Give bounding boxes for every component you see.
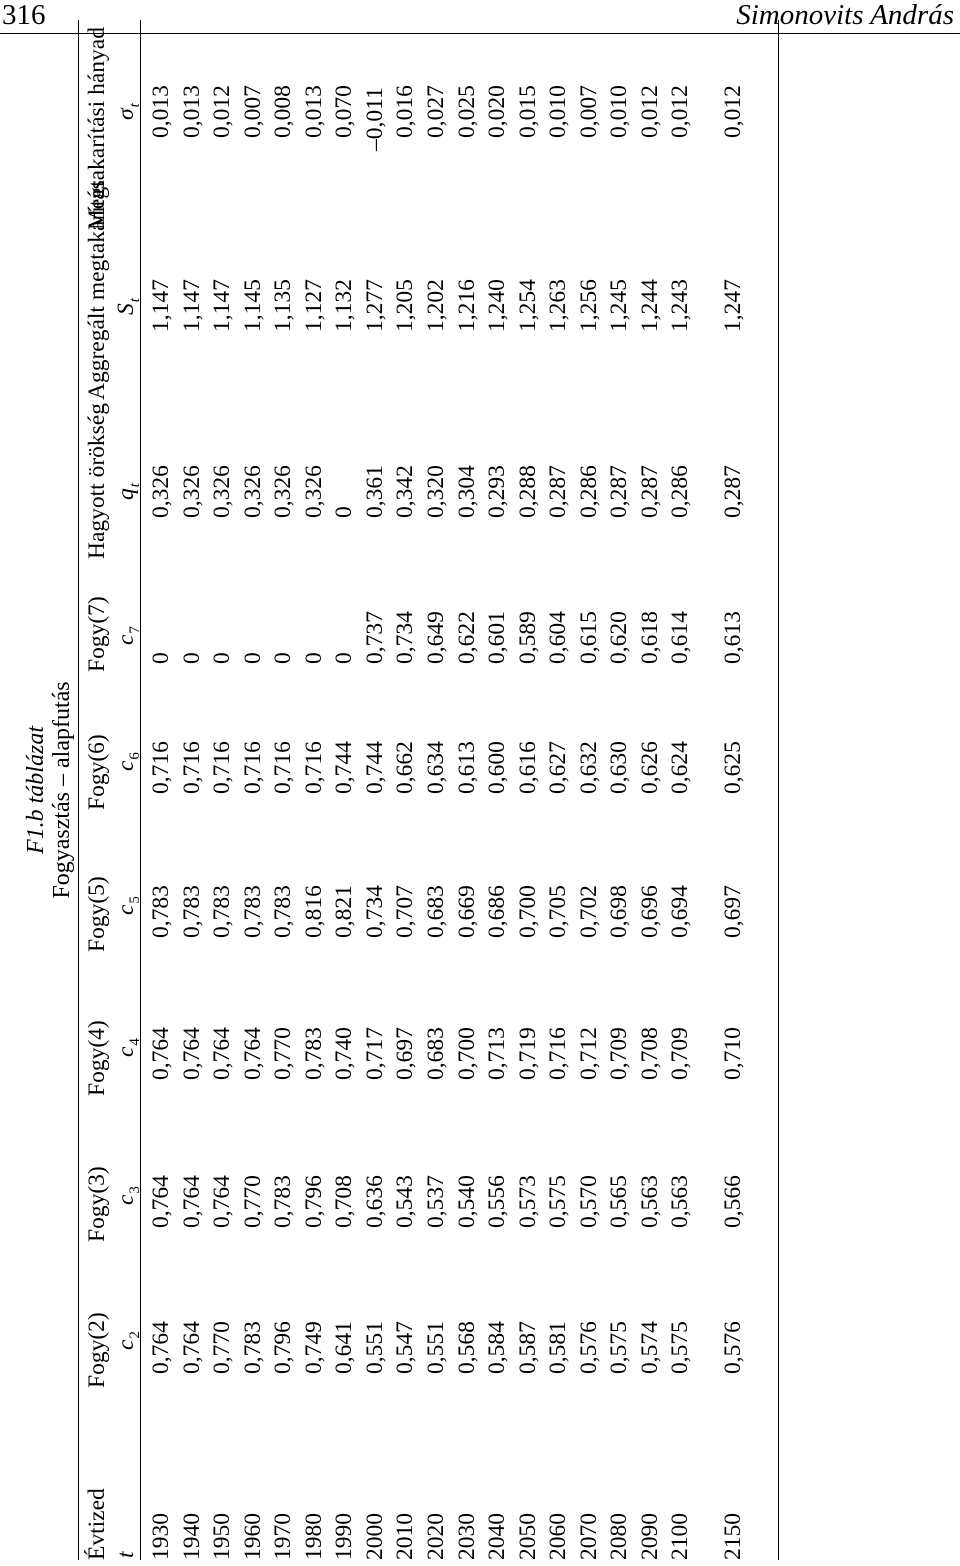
table-cell: 0,716 bbox=[148, 741, 174, 794]
table-cell: 2000 bbox=[361, 1513, 388, 1560]
table-cell: 0,576 bbox=[575, 1321, 602, 1374]
table-cell: –0,011 bbox=[361, 87, 388, 151]
table-cell: 2010 bbox=[392, 1513, 419, 1560]
table-cell: 0,010 bbox=[545, 85, 572, 138]
table-cell: 0 bbox=[300, 652, 327, 664]
header-symbol: $q_t$ bbox=[113, 483, 143, 500]
table-cell: 1,245 bbox=[606, 279, 633, 332]
table-cell: 0,010 bbox=[606, 85, 633, 138]
table-row bbox=[268, 20, 298, 1560]
table-cell: 0,551 bbox=[422, 1321, 449, 1374]
table-cell: 0,764 bbox=[209, 1175, 236, 1228]
table-cell: 0,574 bbox=[636, 1321, 663, 1374]
table-cell: 0,796 bbox=[270, 1321, 297, 1374]
table-cell: 0,764 bbox=[148, 1321, 174, 1374]
table-cell: 0,625 bbox=[719, 741, 746, 794]
table-cell: 0,740 bbox=[331, 1027, 358, 1080]
table-cell: 1,132 bbox=[331, 279, 358, 332]
table-cell: 1,254 bbox=[514, 279, 541, 332]
header-label: Fogy(4) bbox=[84, 1020, 110, 1096]
table-cell: 2060 bbox=[545, 1513, 572, 1560]
header-symbol: $c_5$ bbox=[113, 896, 143, 915]
table-cell: 0,576 bbox=[719, 1321, 746, 1374]
table-cell: 0,744 bbox=[331, 741, 358, 794]
table-cell: 0,764 bbox=[178, 1027, 205, 1080]
author-name: Simonovits András bbox=[736, 0, 954, 31]
table-row bbox=[635, 20, 665, 1560]
table-title: F1.b táblázat bbox=[23, 726, 49, 855]
table-cell: 2050 bbox=[514, 1513, 541, 1560]
header-label: Fogy(7) bbox=[84, 596, 110, 672]
table-cell: 0 bbox=[178, 652, 205, 664]
table-cell: 0 bbox=[239, 652, 266, 664]
table-cell: 0,326 bbox=[209, 465, 236, 518]
table-cell: 0,783 bbox=[209, 885, 236, 938]
table-cell: 1,145 bbox=[239, 279, 266, 332]
table-row bbox=[360, 20, 390, 1560]
table-cell: 1,135 bbox=[270, 279, 297, 332]
table-cell: 0,326 bbox=[300, 465, 327, 518]
table-cell: 1,244 bbox=[636, 279, 663, 332]
table-cell: 0,361 bbox=[361, 465, 388, 518]
table-cell: 2040 bbox=[484, 1513, 511, 1560]
table-cell: 0,565 bbox=[606, 1175, 633, 1228]
table-cell: 0,764 bbox=[148, 1027, 174, 1080]
table-cell: 0,783 bbox=[178, 885, 205, 938]
table-cell: 0,570 bbox=[575, 1175, 602, 1228]
table-cell: 0,636 bbox=[361, 1175, 388, 1228]
table-cell: 0,716 bbox=[239, 741, 266, 794]
table-row bbox=[604, 20, 634, 1560]
table-cell: 0,713 bbox=[484, 1027, 511, 1080]
table-cell: 0,622 bbox=[453, 611, 480, 664]
header-symbol: $S_t$ bbox=[113, 298, 143, 315]
table-cell: 0 bbox=[209, 652, 236, 664]
table-cell: 1,256 bbox=[575, 279, 602, 332]
table-cell: 0,783 bbox=[270, 1175, 297, 1228]
header-label: Hagyott örökség bbox=[84, 403, 110, 559]
table-cell: 0,764 bbox=[148, 1175, 174, 1228]
table-cell: 0,025 bbox=[453, 85, 480, 138]
table-cell: 1,243 bbox=[667, 279, 694, 332]
table-cell: 1970 bbox=[270, 1513, 297, 1560]
table-cell: 0,749 bbox=[300, 1321, 327, 1374]
table-row bbox=[329, 20, 359, 1560]
table-cell: 0,613 bbox=[453, 741, 480, 794]
table-cell: 0,575 bbox=[667, 1321, 694, 1374]
table-cell: 0,697 bbox=[392, 1027, 419, 1080]
table-cell: 0,709 bbox=[667, 1027, 694, 1080]
table-cell: 0,013 bbox=[148, 85, 174, 138]
table-cell: 0,613 bbox=[719, 611, 746, 664]
table-cell: 0,027 bbox=[422, 85, 449, 138]
table-cell: 0,783 bbox=[239, 1321, 266, 1374]
table-cell: 1990 bbox=[331, 1513, 358, 1560]
table-cell: 0,007 bbox=[575, 85, 602, 138]
table-cell: 0,716 bbox=[209, 741, 236, 794]
table-cell: 0 bbox=[270, 652, 297, 664]
table-cell: 0,287 bbox=[636, 465, 663, 518]
table-cell: 0,551 bbox=[361, 1321, 388, 1374]
table-cell: 0,563 bbox=[667, 1175, 694, 1228]
table-cell: 0,709 bbox=[606, 1027, 633, 1080]
table-row bbox=[452, 20, 482, 1560]
table-cell: 0,320 bbox=[422, 465, 449, 518]
table-cell: 0,575 bbox=[545, 1175, 572, 1228]
table-cell: 1940 bbox=[178, 1513, 205, 1560]
table-cell: 0,563 bbox=[636, 1175, 663, 1228]
table-cell: 0,683 bbox=[422, 885, 449, 938]
table-cell: 1980 bbox=[300, 1513, 327, 1560]
header-label: Évtized bbox=[84, 1488, 110, 1560]
table-cell: 0,707 bbox=[392, 885, 419, 938]
table-cell: 0,287 bbox=[606, 465, 633, 518]
table-cell: 0,716 bbox=[545, 1027, 572, 1080]
table-row bbox=[665, 20, 695, 1560]
table-cell: 0,573 bbox=[514, 1175, 541, 1228]
table-cell: 0,770 bbox=[270, 1027, 297, 1080]
table-cell: 1,147 bbox=[148, 279, 174, 332]
table-cell: 0,708 bbox=[636, 1027, 663, 1080]
table-cell: 0,764 bbox=[178, 1175, 205, 1228]
table-cell: 0,604 bbox=[545, 611, 572, 664]
table-cell: 0,326 bbox=[148, 465, 174, 518]
table-cell: 0 bbox=[331, 506, 358, 518]
table-cell: 0,556 bbox=[484, 1175, 511, 1228]
table-cell: 0,012 bbox=[636, 85, 663, 138]
table-cell: 0,705 bbox=[545, 885, 572, 938]
table-cell: 0,015 bbox=[514, 85, 541, 138]
table-cell: 0,770 bbox=[239, 1175, 266, 1228]
table-cell: 0,626 bbox=[636, 741, 663, 794]
table-row bbox=[543, 20, 573, 1560]
table-cell: 0,770 bbox=[209, 1321, 236, 1374]
header-symbol: t bbox=[113, 1551, 139, 1558]
table-cell: 0,575 bbox=[606, 1321, 633, 1374]
table-cell: 0,566 bbox=[719, 1175, 746, 1228]
table-cell: 0,627 bbox=[545, 741, 572, 794]
table-cell: 0,696 bbox=[636, 885, 663, 938]
table-cell: 0,304 bbox=[453, 465, 480, 518]
table-cell: 0,821 bbox=[331, 885, 358, 938]
table-bottom-rule bbox=[778, 20, 779, 1560]
table-cell: 0,783 bbox=[239, 885, 266, 938]
table-cell: 0,587 bbox=[514, 1321, 541, 1374]
table-cell: 0,734 bbox=[361, 885, 388, 938]
table-cell: 0,649 bbox=[422, 611, 449, 664]
table-cell: 0,694 bbox=[667, 885, 694, 938]
table-cell: 0,547 bbox=[392, 1321, 419, 1374]
table-row bbox=[718, 20, 748, 1560]
table-cell: 0,783 bbox=[148, 885, 174, 938]
table-cell: 2080 bbox=[606, 1513, 633, 1560]
table-cell: 0,624 bbox=[667, 741, 694, 794]
table-cell: 0,744 bbox=[361, 741, 388, 794]
header-label: Aggregált megtakarítás bbox=[84, 180, 110, 400]
table-cell: 0 bbox=[148, 652, 174, 664]
header-symbol: $c_4$ bbox=[113, 1038, 143, 1057]
header-symbol: $\sigma_t$ bbox=[113, 103, 143, 120]
table-cell: 0,764 bbox=[178, 1321, 205, 1374]
header-symbol: $c_7$ bbox=[113, 626, 143, 645]
table-cell: 0,584 bbox=[484, 1321, 511, 1374]
table-cell: 0,540 bbox=[453, 1175, 480, 1228]
table-cell: 0,288 bbox=[514, 465, 541, 518]
table-cell: 0,286 bbox=[575, 465, 602, 518]
table-cell: 0,716 bbox=[178, 741, 205, 794]
header-symbol: $c_2$ bbox=[113, 1331, 143, 1350]
table-cell: 2100 bbox=[667, 1513, 694, 1560]
table-row bbox=[390, 20, 420, 1560]
table-row bbox=[513, 20, 543, 1560]
header-label: Fogy(2) bbox=[84, 1312, 110, 1388]
table-row bbox=[177, 20, 207, 1560]
table-cell: 1,216 bbox=[453, 279, 480, 332]
header-symbol: $c_6$ bbox=[113, 752, 143, 771]
table-row bbox=[299, 20, 329, 1560]
table-top-rule bbox=[78, 20, 79, 1560]
page-number: 316 bbox=[2, 0, 46, 31]
table-cell: 1,147 bbox=[178, 279, 205, 332]
table-cell: 0,700 bbox=[453, 1027, 480, 1080]
table-cell: 0,630 bbox=[606, 741, 633, 794]
table-cell: 0,634 bbox=[422, 741, 449, 794]
table-cell: 0,702 bbox=[575, 885, 602, 938]
table-cell: 0,698 bbox=[606, 885, 633, 938]
table-cell: 0,286 bbox=[667, 465, 694, 518]
table-cell: 0,632 bbox=[575, 741, 602, 794]
table-cell: 1,247 bbox=[719, 279, 746, 332]
table-cell: 0,020 bbox=[484, 85, 511, 138]
table-cell: 0,326 bbox=[178, 465, 205, 518]
table-cell: 1,127 bbox=[300, 279, 327, 332]
table-cell: 0,568 bbox=[453, 1321, 480, 1374]
table-cell: 0,796 bbox=[300, 1175, 327, 1228]
table-cell: 0,697 bbox=[719, 885, 746, 938]
table-cell: 0,686 bbox=[484, 885, 511, 938]
table-cell: 0,581 bbox=[545, 1321, 572, 1374]
table-cell: 1,205 bbox=[392, 279, 419, 332]
table-cell: 0,287 bbox=[545, 465, 572, 518]
table-cell: 0,326 bbox=[270, 465, 297, 518]
table-cell: 0,783 bbox=[300, 1027, 327, 1080]
table-cell: 0,783 bbox=[270, 885, 297, 938]
table-cell: 0,287 bbox=[719, 465, 746, 518]
table-cell: 0,737 bbox=[361, 611, 388, 664]
table-cell: 0,641 bbox=[331, 1321, 358, 1374]
table-cell: 0,012 bbox=[667, 85, 694, 138]
table-cell: 0,007 bbox=[239, 85, 266, 138]
header-label: Fogy(5) bbox=[84, 876, 110, 952]
table-cell: 0,764 bbox=[209, 1027, 236, 1080]
table-cell: 0,618 bbox=[636, 611, 663, 664]
table-cell: 0,293 bbox=[484, 465, 511, 518]
table-row bbox=[421, 20, 451, 1560]
table-cell: 0,543 bbox=[392, 1175, 419, 1228]
table-cell: 0,719 bbox=[514, 1027, 541, 1080]
rotated-table-page bbox=[20, 20, 940, 1560]
table-row bbox=[207, 20, 237, 1560]
table-cell: 0,620 bbox=[606, 611, 633, 664]
table-cell: 0,734 bbox=[392, 611, 419, 664]
table-cell: 1960 bbox=[239, 1513, 266, 1560]
table-cell: 2070 bbox=[575, 1513, 602, 1560]
table-cell: 0,616 bbox=[514, 741, 541, 794]
table-cell: 0,662 bbox=[392, 741, 419, 794]
table-cell: 0,708 bbox=[331, 1175, 358, 1228]
table-cell: 0,712 bbox=[575, 1027, 602, 1080]
table-cell: 0,669 bbox=[453, 885, 480, 938]
header-label: Fogy(3) bbox=[84, 1166, 110, 1242]
table-cell: 0,008 bbox=[270, 85, 297, 138]
table-cell: 1,277 bbox=[361, 279, 388, 332]
table-cell: 0,012 bbox=[209, 85, 236, 138]
table-cell: 0,589 bbox=[514, 611, 541, 664]
table-cell: 1,240 bbox=[484, 279, 511, 332]
table-cell: 0,764 bbox=[239, 1027, 266, 1080]
header-label: Fogy(6) bbox=[84, 734, 110, 810]
table-cell: 2150 bbox=[719, 1513, 746, 1560]
table-cell: 0,710 bbox=[719, 1027, 746, 1080]
table-cell: 0,600 bbox=[484, 741, 511, 794]
table-cell: 2090 bbox=[636, 1513, 663, 1560]
table-cell: 0,013 bbox=[300, 85, 327, 138]
table-cell: 2020 bbox=[422, 1513, 449, 1560]
table-subtitle: Fogyasztás – alapfutás bbox=[49, 681, 75, 899]
table-cell: 0,070 bbox=[331, 85, 358, 138]
header-label: Megtakarítási hányad bbox=[84, 27, 110, 230]
table-cell: 0,012 bbox=[719, 85, 746, 138]
table-cell: 0,683 bbox=[422, 1027, 449, 1080]
table-cell: 0,326 bbox=[239, 465, 266, 518]
table-cell: 0,716 bbox=[300, 741, 327, 794]
table-cell: 0,615 bbox=[575, 611, 602, 664]
table-cell: 1930 bbox=[148, 1513, 174, 1560]
table-header-rule bbox=[140, 20, 141, 1560]
table-cell: 0,013 bbox=[178, 85, 205, 138]
table-cell: 1,202 bbox=[422, 279, 449, 332]
table-cell: 0,700 bbox=[514, 885, 541, 938]
table-cell: 0 bbox=[331, 652, 358, 664]
table-cell: 0,016 bbox=[392, 85, 419, 138]
table-cell: 0,342 bbox=[392, 465, 419, 518]
table-row bbox=[482, 20, 512, 1560]
table-cell: 0,716 bbox=[270, 741, 297, 794]
table-cell: 0,537 bbox=[422, 1175, 449, 1228]
table-cell: 0,614 bbox=[667, 611, 694, 664]
table-cell: 0,601 bbox=[484, 611, 511, 664]
header-symbol: $c_3$ bbox=[113, 1186, 143, 1205]
table-row bbox=[574, 20, 604, 1560]
table-cell: 1,147 bbox=[209, 279, 236, 332]
table-row bbox=[146, 20, 176, 1560]
table-cell: 1,263 bbox=[545, 279, 572, 332]
table-cell: 0,717 bbox=[361, 1027, 388, 1080]
table-cell: 2030 bbox=[453, 1513, 480, 1560]
table-cell: 0,816 bbox=[300, 885, 327, 938]
table-cell: 1950 bbox=[209, 1513, 236, 1560]
table-row bbox=[238, 20, 268, 1560]
